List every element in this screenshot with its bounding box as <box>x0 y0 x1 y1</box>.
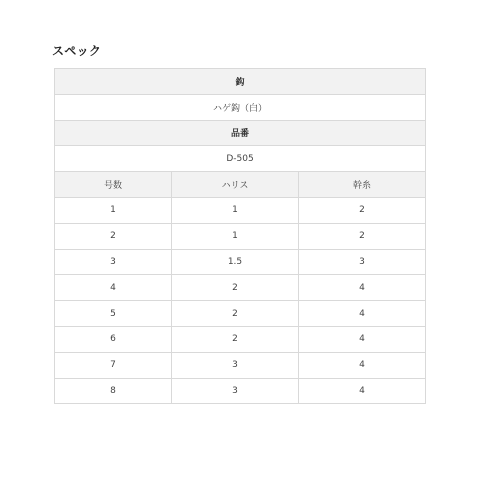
hook-label-row <box>55 69 426 95</box>
column-header-mainline: 幹糸 <box>299 172 426 198</box>
cell-mainline: 4 <box>299 275 426 301</box>
spec-table <box>54 68 426 404</box>
code-value-row <box>55 146 426 172</box>
table-row <box>55 378 426 404</box>
cell-leader: 1.5 <box>172 249 299 275</box>
cell-mainline: 2 <box>299 223 426 249</box>
cell-size: 3 <box>55 249 172 275</box>
table-row <box>55 223 426 249</box>
cell-leader: 1 <box>172 197 299 223</box>
cell-leader: 3 <box>172 352 299 378</box>
cell-mainline: 4 <box>299 301 426 327</box>
cell-size: 6 <box>55 326 172 352</box>
cell-size: 5 <box>55 301 172 327</box>
table-row <box>55 249 426 275</box>
cell-size: 4 <box>55 275 172 301</box>
table-row <box>55 352 426 378</box>
cell-leader: 2 <box>172 275 299 301</box>
hook-label: 鈎 <box>55 69 426 95</box>
section-title: スペック <box>52 44 102 58</box>
cell-size: 7 <box>55 352 172 378</box>
table-row <box>55 197 426 223</box>
column-header-size: 号数 <box>55 172 172 198</box>
cell-leader: 2 <box>172 326 299 352</box>
cell-leader: 3 <box>172 378 299 404</box>
table-row <box>55 326 426 352</box>
cell-mainline: 4 <box>299 352 426 378</box>
code-value: D-505 <box>55 146 426 172</box>
code-label: 品番 <box>55 120 426 146</box>
code-label-row <box>55 120 426 146</box>
column-header-row <box>55 172 426 198</box>
cell-mainline: 4 <box>299 326 426 352</box>
cell-size: 1 <box>55 197 172 223</box>
hook-value-row <box>55 94 426 120</box>
cell-leader: 1 <box>172 223 299 249</box>
cell-mainline: 2 <box>299 197 426 223</box>
column-header-leader: ハリス <box>172 172 299 198</box>
hook-value: ハゲ鈎（白） <box>55 94 426 120</box>
table-row <box>55 275 426 301</box>
cell-mainline: 3 <box>299 249 426 275</box>
cell-size: 8 <box>55 378 172 404</box>
table-row <box>55 301 426 327</box>
cell-leader: 2 <box>172 301 299 327</box>
cell-mainline: 4 <box>299 378 426 404</box>
cell-size: 2 <box>55 223 172 249</box>
